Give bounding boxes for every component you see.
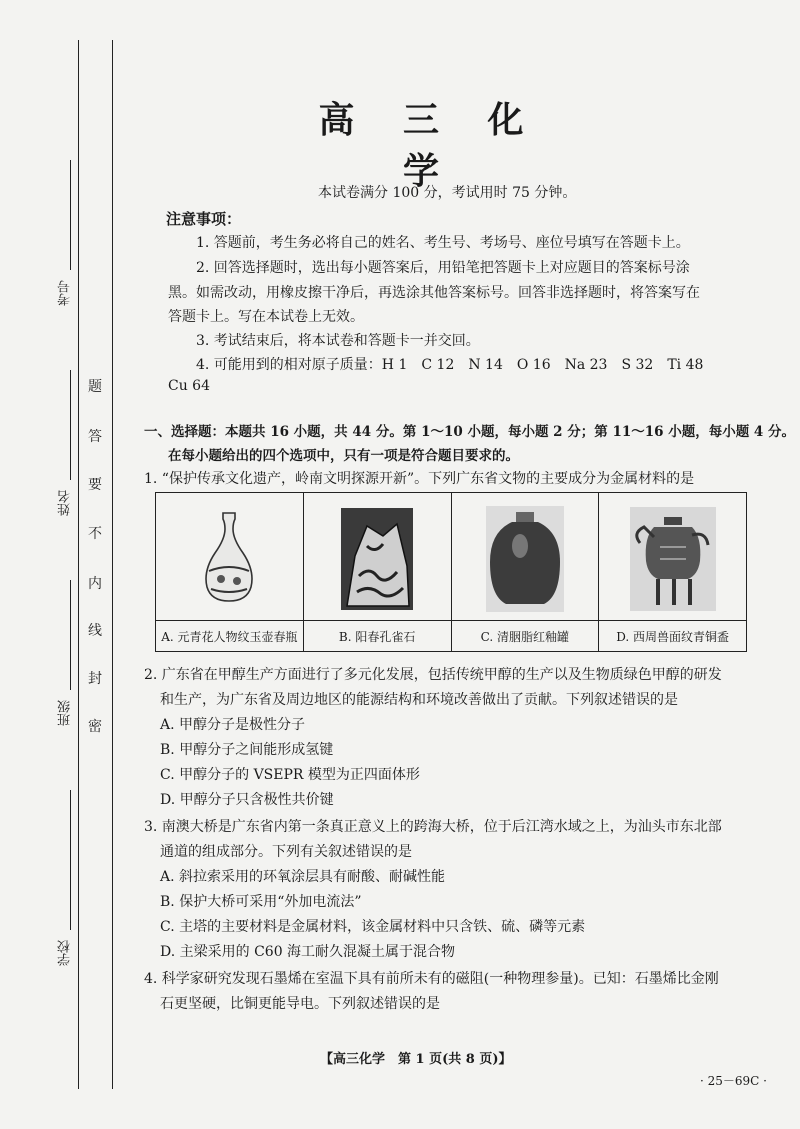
option-cell-a: [156, 493, 304, 651]
question-1-image-table: [155, 492, 747, 652]
question-3-stem-line2: 通道的组成部分。下列有关叙述错误的是: [160, 844, 412, 860]
notice-line: 2. 回答选择题时，选出每小题答案后，用铅笔把答题卡上对应题目的答案标号涂: [196, 260, 690, 276]
jar-image: [486, 506, 564, 612]
field-label-class: 班级: [58, 700, 73, 726]
field-line: [70, 370, 71, 480]
question-3-option: A. 斜拉索采用的环氧涂层具有耐酸、耐碱性能: [160, 869, 446, 885]
notice-line: 1. 答题前，考生务必将自己的姓名、考生号、考场号、座位号填写在答题卡上。: [196, 235, 690, 251]
question-2-option: A. 甲醇分子是极性分子: [160, 717, 306, 733]
field-line: [70, 790, 71, 930]
question-2-stem-line2: 和生产，为广东省及周边地区的能源结构和环境改善做出了贡献。下列叙述错误的是: [160, 692, 678, 708]
seal-char: 内: [88, 576, 102, 592]
binding-line-inner: [112, 40, 113, 1089]
notice-line: 黑。如需改动，用橡皮擦干净后，再选涂其他答案标号。回答非选择题时，将答案写在: [168, 285, 700, 301]
question-3-option: B. 保护大桥可采用“外加电流法”: [160, 894, 362, 910]
vase-image: [199, 509, 259, 609]
seal-char: 线: [88, 623, 102, 639]
page-title: 高 三 化 学: [318, 99, 542, 192]
malachite-image: [337, 506, 417, 612]
notice-line: Cu 64: [168, 378, 210, 394]
option-caption: C. 清胭脂红釉罐: [452, 620, 599, 651]
question-2-option: B. 甲醇分子之间能形成氢键: [160, 742, 334, 758]
field-line: [70, 580, 71, 690]
notice-line: 4. 可能用到的相对原子质量：H 1 C 12 N 14 O 16 Na 23 S 32 Ti 48: [196, 357, 704, 373]
question-4-stem-line2: 石更坚硬，比铜更能导电。下列叙述错误的是: [160, 996, 440, 1012]
field-label-name: 姓名: [58, 490, 73, 516]
option-caption: B. 阳春孔雀石: [304, 620, 451, 651]
binding-line-outer: [78, 40, 79, 1089]
question-2-option: C. 甲醇分子的 VSEPR 模型为正四面体形: [160, 767, 420, 783]
section-heading: 一、选择题：本题共 16 小题，共 44 分。第 1～10 小题，每小题 2 分；第 11～16 小题，每小题 4 分。: [144, 424, 796, 440]
exam-code: · 25－69C ·: [700, 1074, 767, 1088]
option-cell-b: [304, 493, 452, 651]
seal-char: 题: [88, 379, 102, 395]
notice-line: 3. 考试结束后，将本试卷和答题卡一并交回。: [196, 333, 480, 349]
question-4-stem: 4. 科学家研究发现石墨烯在室温下具有前所未有的磁阻(一种物理参量)。已知：石墨烯比金刚: [144, 971, 719, 987]
bronze-vessel-image: [630, 507, 716, 611]
field-line: [70, 160, 71, 270]
seal-char: 封: [88, 671, 102, 687]
option-caption: A. 元青花人物纹玉壶春瓶: [156, 620, 303, 651]
question-2-stem: 2. 广东省在甲醇生产方面进行了多元化发展，包括传统甲醇的生产以及生物质绿色甲醇的研发: [144, 667, 722, 683]
notice-heading: 注意事项：: [166, 210, 242, 228]
option-caption: D. 西周兽面纹青铜盉: [599, 620, 746, 651]
question-3-option: D. 主梁采用的 C60 海工耐久混凝土属于混合物: [160, 944, 456, 960]
seal-char: 答: [88, 429, 102, 445]
field-label-exam-number: 考号: [58, 280, 73, 306]
question-2-option: D. 甲醇分子只含极性共价键: [160, 792, 334, 808]
option-cell-c: [452, 493, 600, 651]
seal-char: 要: [88, 477, 102, 493]
question-1-stem: 1. “保护传承文化遗产，岭南文明探源开新”。下列广东省文物的主要成分为金属材料的是: [144, 471, 695, 487]
seal-char: 密: [88, 719, 102, 735]
notice-line: 答题卡上。写在本试卷上无效。: [168, 309, 364, 325]
exam-info: 本试卷满分 100 分，考试用时 75 分钟。: [318, 185, 577, 201]
section-heading-line2: 在每小题给出的四个选项中，只有一项是符合题目要求的。: [168, 448, 519, 464]
page-footer: 【高三化学 第 1 页(共 8 页)】: [320, 1052, 512, 1067]
question-3-stem: 3. 南澳大桥是广东省内第一条真正意义上的跨海大桥，位于后江湾水域之上，为汕头市东北部: [144, 819, 722, 835]
field-label-school: 学校: [58, 940, 73, 966]
option-cell-d: [599, 493, 746, 651]
question-3-option: C. 主塔的主要材料是金属材料，该金属材料中只含铁、硫、磷等元素: [160, 919, 586, 935]
seal-char: 不: [88, 526, 102, 542]
